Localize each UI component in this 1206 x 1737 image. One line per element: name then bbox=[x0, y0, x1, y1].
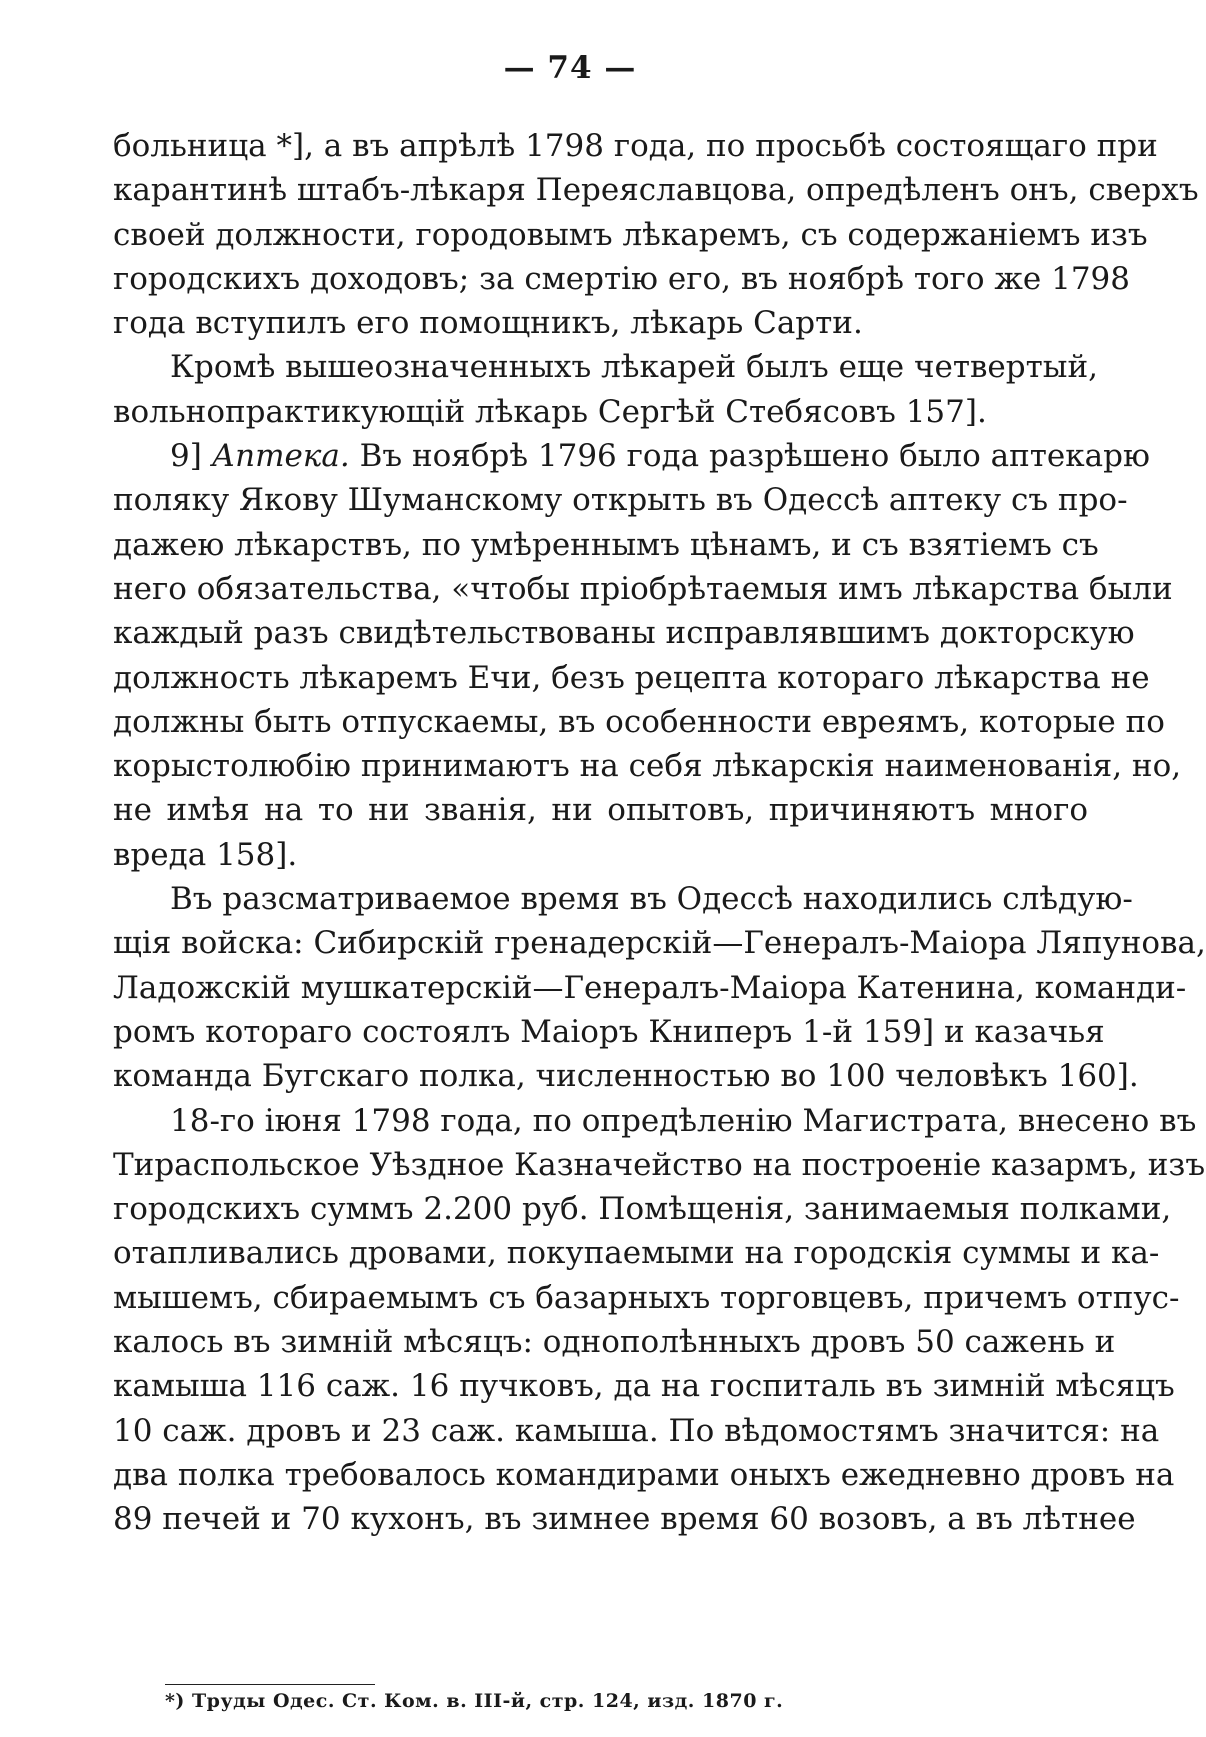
section-heading: Аптека. bbox=[211, 438, 350, 475]
text-line: должность лѣкаремъ Ечи, безъ рецепта котораго лѣкарства не bbox=[113, 659, 1150, 696]
section-number: 9] bbox=[170, 438, 202, 475]
text-line-first bbox=[113, 434, 1150, 478]
text-line: щія войска: Сибирскій гренадерскій—Генералъ-Маіора Ляпунова, bbox=[113, 925, 1206, 962]
text-line: городскихъ суммъ 2.200 руб. Помѣщенія, занимаемыя полками, bbox=[113, 1191, 1172, 1228]
text-line: года вступилъ его помощникъ, лѣкарь Сарти. bbox=[113, 305, 863, 342]
paragraph-barracks bbox=[113, 1099, 1206, 1542]
text-line: два полка требовалось командирами оныхъ ежедневно дровъ на bbox=[113, 1456, 1175, 1493]
text-line: вольнопрактикующій лѣкарь Сергѣй Стебясовъ 157]. bbox=[113, 393, 987, 430]
text-line: ромъ котораго состоялъ Маіоръ Книперъ 1-й 159] и казачья bbox=[113, 1013, 1105, 1050]
text-line: команда Бугскаго полка, численностью во 100 человѣкъ 160]. bbox=[113, 1058, 1139, 1095]
text-line: поляку Якову Шуманскому открыть въ Одессѣ аптеку съ про- bbox=[113, 482, 1128, 519]
text-line: 89 печей и 70 кухонъ, въ зимнее время 60 возовъ, а въ лѣтнее bbox=[113, 1501, 1136, 1538]
text-line: 10 саж. дровъ и 23 саж. камыша. По вѣдомостямъ значится: на bbox=[113, 1412, 1160, 1449]
main-text bbox=[113, 124, 1206, 1542]
text-line: него обязательства, «чтобы пріобрѣтаемыя имъ лѣкарства были bbox=[113, 570, 1173, 607]
page-number: — 74 — bbox=[503, 50, 637, 86]
text-line: отапливались дровами, покупаемыми на городскія суммы и ка- bbox=[113, 1235, 1160, 1272]
text-fragment: Въ ноябрѣ 1796 года разрѣшено было аптекарю bbox=[359, 438, 1150, 475]
text-line: Въ разсматриваемое время въ Одессѣ находились слѣдую- bbox=[170, 881, 1133, 918]
text-line: корыстолюбію принимаютъ на себя лѣкарскія наименованія, но, bbox=[113, 748, 1182, 785]
text-line: камыша 116 саж. 16 пучковъ, да на госпиталь въ зимній мѣсяцъ bbox=[113, 1368, 1175, 1405]
text-line: не имѣя на то ни званія, ни опытовъ, причиняютъ много bbox=[113, 792, 1088, 829]
text-line: вреда 158]. bbox=[113, 836, 298, 873]
paragraph-troops bbox=[113, 877, 1206, 1098]
text-line: 18-го іюня 1798 года, по опредѣленію Магистрата, внесено въ bbox=[170, 1102, 1197, 1139]
text-line: мышемъ, сбираемымъ съ базарныхъ торговцевъ, причемъ отпус- bbox=[113, 1279, 1180, 1316]
text-line: городскихъ доходовъ; за смертію его, въ ноябрѣ того же 1798 bbox=[113, 260, 1131, 297]
text-line: должны быть отпускаемы, въ особенности евреямъ, которые по bbox=[113, 703, 1165, 740]
text-line: Ладожскій мушкатерскій—Генералъ-Маіора Катенина, команди- bbox=[113, 969, 1187, 1006]
paragraph-hospital bbox=[113, 124, 1199, 345]
text-line: дажею лѣкарствъ, по умѣреннымъ цѣнамъ, и съ взятіемъ съ bbox=[113, 526, 1099, 563]
text-line: своей должности, городовымъ лѣкаремъ, съ содержаніемъ изъ bbox=[113, 216, 1148, 253]
paragraph-fourth-doctor bbox=[113, 345, 1098, 434]
footnote-divider bbox=[165, 1684, 375, 1685]
text-line: каждый разъ свидѣтельствованы исправлявшимъ докторскую bbox=[113, 615, 1135, 652]
text-line: Тираспольское Уѣздное Казначейство на построеніе казармъ, изъ bbox=[113, 1146, 1206, 1183]
text-line: Кромѣ вышеозначенныхъ лѣкарей былъ еще четвертый, bbox=[170, 349, 1098, 386]
paragraph-pharmacy bbox=[113, 434, 1182, 877]
text-line: больница *], а въ апрѣлѣ 1798 года, по просьбѣ состоящаго при bbox=[113, 128, 1158, 164]
text-line: калось въ зимній мѣсяцъ: однополѣнныхъ дровъ 50 сажень и bbox=[113, 1324, 1116, 1361]
footnote: *) Труды Одес. Ст. Ком. в. III-й, стр. 124, изд. 1870 г. bbox=[165, 1690, 784, 1712]
text-line: карантинѣ штабъ-лѣкаря Переяславцова, опредѣленъ онъ, сверхъ bbox=[113, 172, 1199, 209]
